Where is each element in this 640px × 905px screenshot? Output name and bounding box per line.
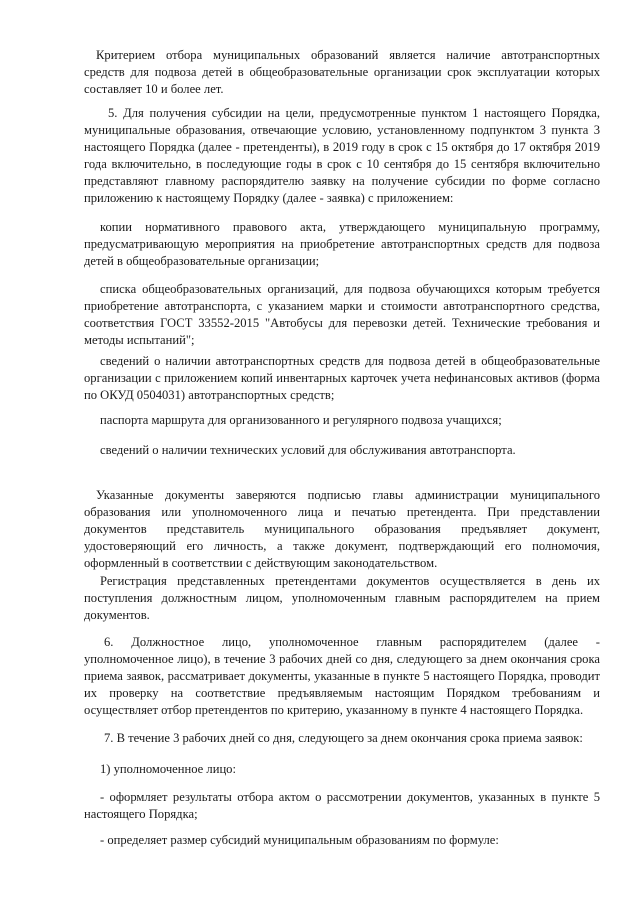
- text-line: средств для подвоза детей в общеобразовательные организации срок эксплуатации которых: [84, 65, 600, 79]
- text-line: Критерием отбора муниципальных образований является наличие автотранспортных: [96, 48, 600, 62]
- text-line: 6. Должностное лицо, уполномоченное главным распорядителем (далее -: [104, 635, 600, 649]
- paragraph-registration: [84, 573, 600, 624]
- text-line: Указанные документы заверяются подписью главы администрации муниципального: [96, 488, 600, 502]
- text-line: поступления должностным лицом, уполномоченным главным распорядителем на прием: [84, 591, 600, 605]
- text-line: методы испытаний";: [84, 333, 195, 347]
- paragraph-attachment-school-list: [84, 281, 600, 349]
- text-line: предусматривающую мероприятия на приобретение автотранспортных средств для подвоза: [84, 237, 600, 251]
- paragraph-attachment-route-passport: [84, 412, 600, 429]
- text-line: муниципальные образования, отвечающие условию, установленному подпунктом 3 пункта 3: [84, 123, 600, 137]
- text-line: года включительно, в последующие годы в срок с 10 сентября до 15 сентября включительно: [84, 157, 600, 171]
- text-line: сведений о наличии технических условий для обслуживания автотранспорта.: [100, 443, 516, 457]
- paragraph-attachment-normative-act: [84, 219, 600, 270]
- paragraph-clause-6: [84, 634, 600, 719]
- paragraph-attachment-vehicle-info: [84, 353, 600, 404]
- text-line: детей в общеобразовательные организации;: [84, 254, 320, 268]
- text-line: образования или уполномоченного лица и печатью претендента. При представлении: [84, 505, 600, 519]
- text-line: соответствия ГОСТ 33552-2015 "Автобусы для перевозки детей. Технические требования и: [84, 316, 600, 330]
- text-line: представляют главному распорядителю заявку на получение субсидии по форме согласно: [84, 174, 600, 188]
- paragraph-attachment-technical-conditions: [84, 442, 600, 459]
- text-line: настоящего Порядка;: [84, 807, 198, 821]
- text-line: - оформляет результаты отбора актом о рассмотрении документов, указанных в пункте 5: [100, 790, 600, 804]
- text-line: осуществляет отбор претендентов по критерию, указанному в пункте 4 настоящего Порядка.: [84, 703, 584, 717]
- text-line: паспорта маршрута для организованного и регулярного подвоза учащихся;: [100, 413, 502, 427]
- text-line: оформленный в соответствии с действующим законодательством.: [84, 556, 438, 570]
- text-line: приложению к настоящему Порядку (далее - заявка) с приложением:: [84, 191, 454, 205]
- text-line: 7. В течение 3 рабочих дней со дня, следующего за днем окончания срока приема заявок:: [104, 731, 583, 745]
- text-line: - определяет размер субсидий муниципальным образованиям по формуле:: [100, 833, 499, 847]
- text-line: копии нормативного правового акта, утверждающего муниципальную программу,: [100, 220, 600, 234]
- text-line: сведений о наличии автотранспортных средств для подвоза детей в общеобразовательные: [100, 354, 600, 368]
- text-line: документов представитель муниципального образования предъявляет документ,: [84, 522, 600, 536]
- text-line: настоящего Порядка (далее - претенденты), в 2019 году в срок с 15 октября до 17 октября 2019: [84, 140, 600, 154]
- text-line: приема заявок, рассматривает документы, указанные в пункте 5 настоящего Порядка, проводит: [84, 669, 600, 683]
- text-line: по ОКУД 0504031) автотранспортных средств;: [84, 388, 335, 402]
- text-line: удостоверяющий его личность, а также документ, подтверждающий его полномочия,: [84, 539, 600, 553]
- paragraph-clause-7: [84, 730, 600, 747]
- paragraph-criterion: [84, 47, 600, 98]
- text-line: документов.: [84, 608, 150, 622]
- text-line: их проверку на соответствие предъявляемым настоящим Порядком требованиям и: [84, 686, 600, 700]
- text-line: уполномоченное лицо), в течение 3 рабочих дней со дня, следующего за днем окончания срока: [84, 652, 600, 666]
- paragraph-certification: [84, 487, 600, 572]
- text-line: приобретение автотранспорта, с указанием марки и стоимости автотранспортного средства,: [84, 299, 600, 313]
- paragraph-clause-5: [84, 105, 600, 207]
- text-line: 1) уполномоченное лицо:: [100, 762, 236, 776]
- text-line: организации с приложением копий инвентарных карточек учета нефинансовых активов (форма: [84, 371, 600, 385]
- paragraph-clause-7-1-b: [84, 832, 600, 849]
- text-line: 5. Для получения субсидии на цели, предусмотренные пунктом 1 настоящего Порядка,: [108, 106, 600, 120]
- paragraph-clause-7-1-a: [84, 789, 600, 823]
- text-line: Регистрация представленных претендентами документов осуществляется в день их: [100, 574, 600, 588]
- text-line: составляет 10 и более лет.: [84, 82, 224, 96]
- text-line: списка общеобразовательных организаций, для подвоза обучающихся которым требуется: [100, 282, 600, 296]
- paragraph-clause-7-1: [84, 761, 600, 778]
